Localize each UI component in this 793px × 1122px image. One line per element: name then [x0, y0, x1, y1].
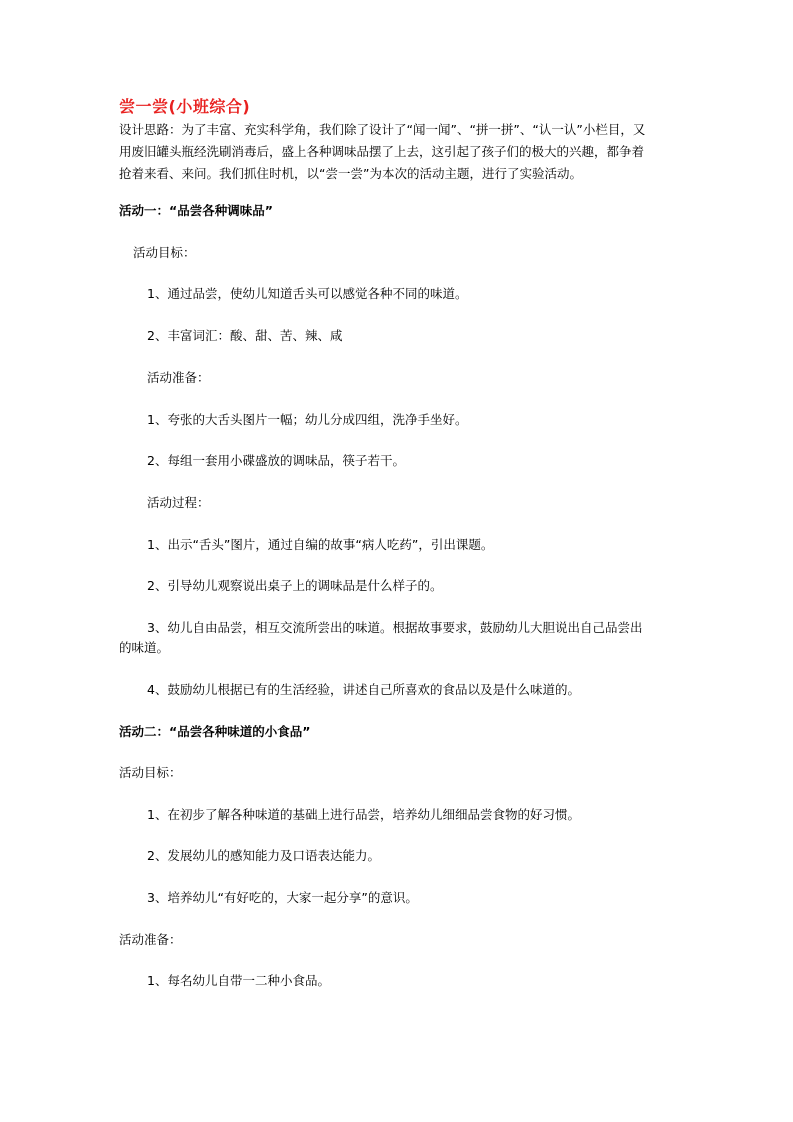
intro-line: 抢着来看、来问。我们抓住时机，以“尝一尝”为本次的活动主题，进行了实验活动。	[119, 166, 582, 181]
design-idea-paragraph	[119, 119, 679, 185]
activity2-heading: 活动二：“品尝各种味道的小食品”	[119, 724, 311, 739]
document-title: 尝一尝(小班综合)	[119, 97, 251, 116]
activity2-prep-label: 活动准备：	[119, 932, 182, 947]
activity1-process-item: 4、鼓励幼儿根据已有的生活经验，讲述自己所喜欢的食品以及是什么味道的。	[147, 682, 580, 697]
activity2-goal-item: 3、培养幼儿“有好吃的，大家一起分享”的意识。	[147, 890, 418, 905]
activity1-process-item-continued: 的味道。	[119, 640, 170, 655]
activity1-process-label: 活动过程：	[147, 495, 210, 510]
activity2-goal-item: 2、发展幼儿的感知能力及口语表达能力。	[147, 848, 380, 863]
intro-line: 设计思路：为了丰富、充实科学角，我们除了设计了“闻一闻”、“拼一拼”、“认一认”小栏目，又	[119, 122, 646, 137]
activity1-prep-label: 活动准备：	[147, 370, 210, 385]
activity1-prep-item: 1、夸张的大舌头图片一幅；幼儿分成四组，洗净手坐好。	[147, 412, 468, 427]
activity1-process-item: 3、幼儿自由品尝，相互交流所尝出的味道。根据故事要求，鼓励幼儿大胆说出自己品尝出	[147, 620, 643, 635]
activity2-prep-item: 1、每名幼儿自带一二种小食品。	[147, 973, 330, 988]
activity1-process-item: 1、出示“舌头”图片，通过自编的故事“病人吃药”，引出课题。	[147, 537, 494, 552]
activity1-prep-item: 2、每组一套用小碟盛放的调味品，筷子若干。	[147, 453, 405, 468]
activity1-process-item: 2、引导幼儿观察说出桌子上的调味品是什么样子的。	[147, 578, 443, 593]
activity1-goal-label: 活动目标：	[133, 245, 196, 260]
activity1-goal-item: 1、通过品尝，使幼儿知道舌头可以感觉各种不同的味道。	[147, 286, 468, 301]
activity1-heading: 活动一：“品尝各种调味品”	[119, 203, 273, 218]
activity2-goal-item: 1、在初步了解各种味道的基础上进行品尝，培养幼儿细细品尝食物的好习惯。	[147, 807, 580, 822]
activity1-goal-item: 2、丰富词汇：酸、甜、苦、辣、咸	[147, 328, 343, 343]
intro-line: 用废旧罐头瓶经洗刷消毒后，盛上各种调味品摆了上去，这引起了孩子们的极大的兴趣，都争着	[119, 144, 645, 159]
activity2-goal-label: 活动目标：	[119, 765, 182, 780]
